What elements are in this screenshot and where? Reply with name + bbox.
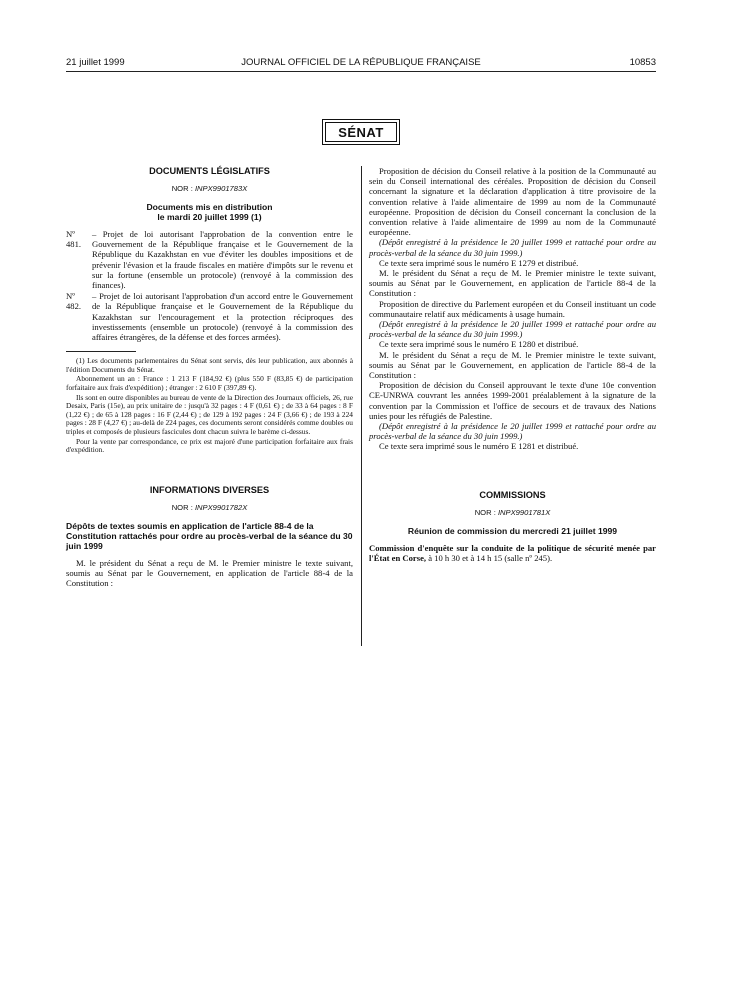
commissions-heading: COMMISSIONS <box>479 489 546 500</box>
right-column <box>369 166 656 563</box>
info-nor <box>66 503 353 513</box>
header-journal-title: JOURNAL OFFICIEL DE LA RÉPUBLIQUE FRANÇAISE <box>241 57 481 68</box>
left-column <box>66 166 353 588</box>
info-heading: INFORMATIONS DIVERSES <box>149 484 270 495</box>
deposit-note: (Dépôt enregistré à la présidence le 20 juillet 1999 et rattaché pour ordre au procès-verbal de la séance du 30 juin 1999.) <box>369 421 656 442</box>
paragraph: Proposition de décision du Conseil relative à la position de la Communauté au sein du Conseil international des céréales. Proposition de décision du Conseil concernant la signature et la déclaration d'application à titre provisoire de la convention relative à l'aide alimentaire de 1999 au nom de la Communauté européenne. Proposition de décision du Conseil concernant la conclusion de la convention relative à l'aide alimentaire de 1999 au nom de la Communauté européenne. <box>369 166 656 238</box>
deposit-note: (Dépôt enregistré à la présidence le 20 juillet 1999 et rattaché pour ordre au procès-verbal de la séance du 30 juin 1999.) <box>369 319 656 340</box>
print-notice: Ce texte sera imprimé sous le numéro E 1279 et distribué. <box>379 257 579 268</box>
commissions-subtitle: Réunion de commission du mercredi 21 juillet 1999 <box>407 526 618 537</box>
nor-label: NOR : <box>171 502 193 512</box>
footnote: Pour la vente par correspondance, ce prix est majoré d'une participation forfaitaire aux frais d'expédition. <box>66 436 353 455</box>
info-paragraph: M. le président du Sénat a reçu de M. le Premier ministre le texte suivant, soumis au Sénat par le Gouvernement, en application de l'article 88-4 de la Constitution : <box>66 557 353 588</box>
documents-heading: DOCUMENTS LÉGISLATIFS <box>149 166 270 176</box>
paragraph: M. le président du Sénat a reçu de M. le Premier ministre le texte suivant, soumis au Sénat par le Gouvernement, en application de l'article 88-4 de la Constitution : <box>369 268 656 299</box>
documents-subtitle-line-1: Documents mis en distribution <box>146 202 273 213</box>
item-number: Nº 482. <box>66 291 82 312</box>
item-text: – Projet de loi autorisant l'approbation d'un accord entre le Gouvernement de la République française et le Gouvernement de la République du Kazakhstan sur l'encouragement et la protection réciproques des investissements (ensemble un protocole) (renvoyé à la commission des affaires étrangères, de la défense et des forces armées). <box>92 291 353 343</box>
paragraph: Proposition de directive du Parlement européen et du Conseil instituant un code communautaire relatif aux médicaments à usage humain. <box>369 298 656 319</box>
commission-schedule: à 10 h 30 et à 14 h 15 (salle nº 245). <box>426 553 553 564</box>
nor-code: INPX9901782X <box>194 502 248 512</box>
list-item <box>66 229 353 290</box>
header-date: 21 juillet 1999 <box>66 57 125 68</box>
print-notice: Ce texte sera imprimé sous le numéro E 1280 et distribué. <box>379 339 579 350</box>
documents-subtitle-line-2: le mardi 20 juillet 1999 (1) <box>157 212 262 223</box>
header-page-number: 10853 <box>629 57 656 68</box>
deposit-note: (Dépôt enregistré à la présidence le 20 juillet 1999 et rattaché pour ordre au procès-verbal de la séance du 30 juin 1999.) <box>369 237 656 258</box>
documents-nor <box>66 184 353 194</box>
commissions-nor <box>369 508 656 518</box>
item-number: Nº 481. <box>66 229 82 250</box>
paragraph: M. le président du Sénat a reçu de M. le Premier ministre le texte suivant, soumis au Sénat par le Gouvernement, en application de l'article 88-4 de la Constitution : <box>369 349 656 381</box>
print-notice: Ce texte sera imprimé sous le numéro E 1281 et distribué. <box>379 441 579 452</box>
item-text: – Projet de loi autorisant l'approbation de la convention entre le Gouvernement de la République française et le Gouvernement de la République du Kazakhstan en vue d'éviter les doubles impositions et de prévenir l'évasion et la fraude fiscales en matière d'impôts sur le revenu et sur la fortune (ensemble un protocole) (renvoyé à la commission des finances). <box>92 229 353 291</box>
commission-name: Commission d'enquête sur la conduite de la politique de sécurité menée par l'État en Corse, <box>369 542 656 564</box>
nor-code: INPX9901781X <box>497 507 551 517</box>
section-label: SÉNAT <box>338 124 384 140</box>
footnote: Abonnement un an : France : 1 213 F (184,92 €) (plus 550 F (83,85 €) de participation forfaitaire aux frais d'expédition) ; étranger : 2 610 F (397,89 €). <box>66 374 353 393</box>
footnote: Ils sont en outre disponibles au bureau de vente de la Direction des Journaux officiels, 26, rue Desaix, Paris (15e), au prix unitaire de : jusqu'à 32 pages : 4 F (0,61 €) ; de 33 à 64 pages : 8 F (1,22 €) ; de 65 à 128 pages : 16 F (2,44 €) ; de 129 à 192 pages : 24 F (3,66 €) ; de 193 à 224 pages : 28 F (4,27 €) ; au-delà de 224 pages, ces documents seront considérés comme doubles ou triples et composés de plusieurs fascicules dont chacun suivra le barème ci-dessus. <box>66 392 353 436</box>
nor-label: NOR : <box>474 507 496 517</box>
list-item <box>66 291 353 342</box>
documents-subtitle <box>66 203 353 223</box>
section-label-box <box>322 119 400 145</box>
footnote: (1) Les documents parlementaires du Sénat sont servis, dès leur publication, aux abonnés à l'édition Documents du Sénat. <box>66 356 353 374</box>
nor-label: NOR : <box>171 184 193 194</box>
header-rule <box>66 71 656 72</box>
paragraph: Proposition de décision du Conseil approuvant le texte d'une 10e convention CE-UNRWA couvrant les années 1999-2001 préalablement à la signature de la convention par la Commission et l'office de secours et de travaux des Nations unies pour les réfugiés de Palestine. <box>369 380 656 421</box>
column-divider <box>361 166 362 646</box>
footnote-rule <box>66 351 136 352</box>
footnotes <box>66 357 353 455</box>
commission-entry <box>369 543 656 563</box>
nor-code: INPX9901783X <box>194 184 248 194</box>
info-subtitle: Dépôts de textes soumis en application de l'article 88-4 de la Constitution rattachés pour ordre au procès-verbal de la séance du 30 juin 1999 <box>66 521 353 551</box>
running-header <box>66 57 656 71</box>
